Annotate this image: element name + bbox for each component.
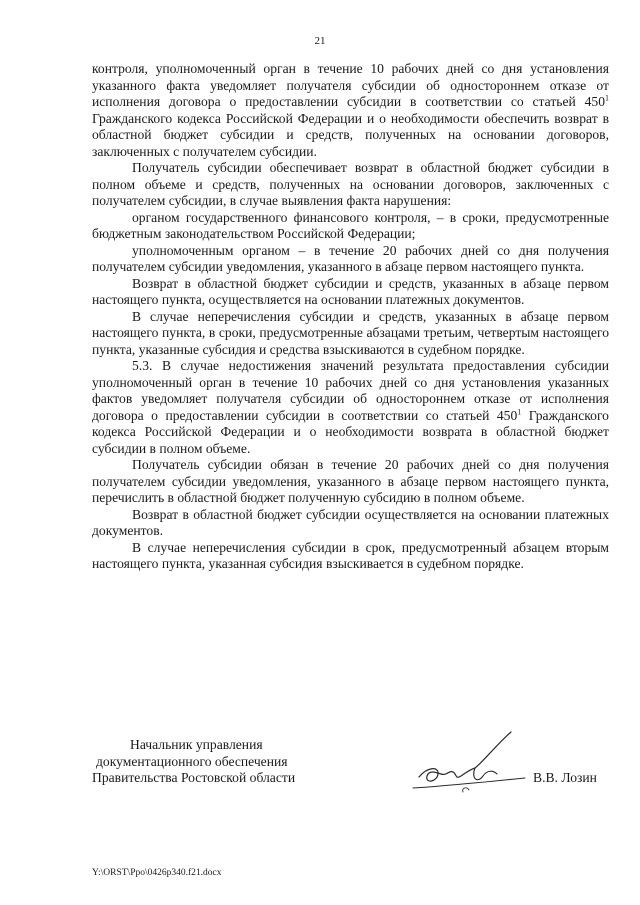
signatory-line-3: Правительства Ростовской области: [92, 770, 296, 785]
signatory-line-2: документационного обеспечения: [96, 753, 288, 769]
paragraph-3: органом государственного финансового контроля, – в сроки, предусмотренные бюджетным законодательством Российской Федерации;: [92, 209, 609, 241]
paragraph-10: В случае неперечисления субсидии в срок, предусмотренный абзацем вторым настоящего пункта, указанная субсидия взыскивается в судебном порядке.: [92, 539, 609, 571]
page-number: 21: [314, 35, 326, 47]
paragraph-7-text: 5.3. В случае недостижения значений результата предоставления субсидии уполномоченный орган в течение 10 рабочих дней со дня установления указанных фактов уведомляет получателя субсидии об одностороннем отказе от исполнения договора о предоставлении субсидии в соответствии со статьей 450: [92, 358, 609, 423]
paragraph-4: уполномоченным органом – в течение 20 рабочих дней со дня получения получателем субсидии уведомления, указанного в абзаце первом настоящего пункта.: [92, 242, 609, 274]
signatory-line-1: Начальник управления: [130, 737, 263, 752]
signatory-name: В.В. Лозин: [533, 770, 597, 785]
body-text: [92, 61, 609, 573]
superscript: 1: [605, 93, 609, 103]
handwritten-signature: [405, 722, 535, 802]
paragraph-5: Возврат в областной бюджет субсидии и средств, указанных в абзаце первом настоящего пункта, осуществляется на основании платежных документов.: [92, 275, 609, 307]
paragraph-6: В случае неперечисления субсидии и средств, указанных в абзаце первом настоящего пункта, в сроки, предусмотренные абзацами третьим, четвертым настоящего пункта, указанные субсидия и средства взыскиваются в судебном порядке.: [92, 308, 609, 357]
signatory-title: [92, 737, 332, 787]
superscript: 1: [517, 406, 522, 416]
paragraph-7: [92, 358, 609, 457]
paragraph-7-text-cont: Гражданского кодекса Российской Федерации и о необходимости возврата в областной бюджет субсидии в полном объеме.: [92, 407, 609, 456]
file-path-footer: Y:\ORST\Ppo\0426p340.f21.docx: [92, 868, 222, 878]
paragraph-9: Возврат в областной бюджет субсидии осуществляется на основании платежных документов.: [92, 506, 609, 538]
paragraph-1-text: контроля, уполномоченный орган в течение 10 рабочих дней со дня установления указанного факта уведомляет получателя субсидии об одностороннем отказе от исполнения договора о предоставлении субсидии в соответствии со статьей 450: [92, 61, 609, 109]
paragraph-1-text-cont: Гражданского кодекса Российской Федерации и о необходимости обеспечить возврат в областной бюджет субсидии и средств, полученных на основании договоров, заключенных с получателем субсидии.: [92, 110, 609, 159]
paragraph-2: Получатель субсидии обеспечивает возврат в областной бюджет субсидии в полном объеме и средств, полученных на основании договоров, заключенных с получателем субсидии, в случае выявления факта нарушения:: [92, 160, 609, 208]
paragraph-8: Получатель субсидии обязан в течение 20 рабочих дней со дня получения получателем субсидии уведомления, указанного в абзаце первом настоящего пункта, перечислить в областной бюджет полученную субсидию в полном объеме.: [92, 457, 609, 505]
paragraph-1: [92, 61, 609, 160]
